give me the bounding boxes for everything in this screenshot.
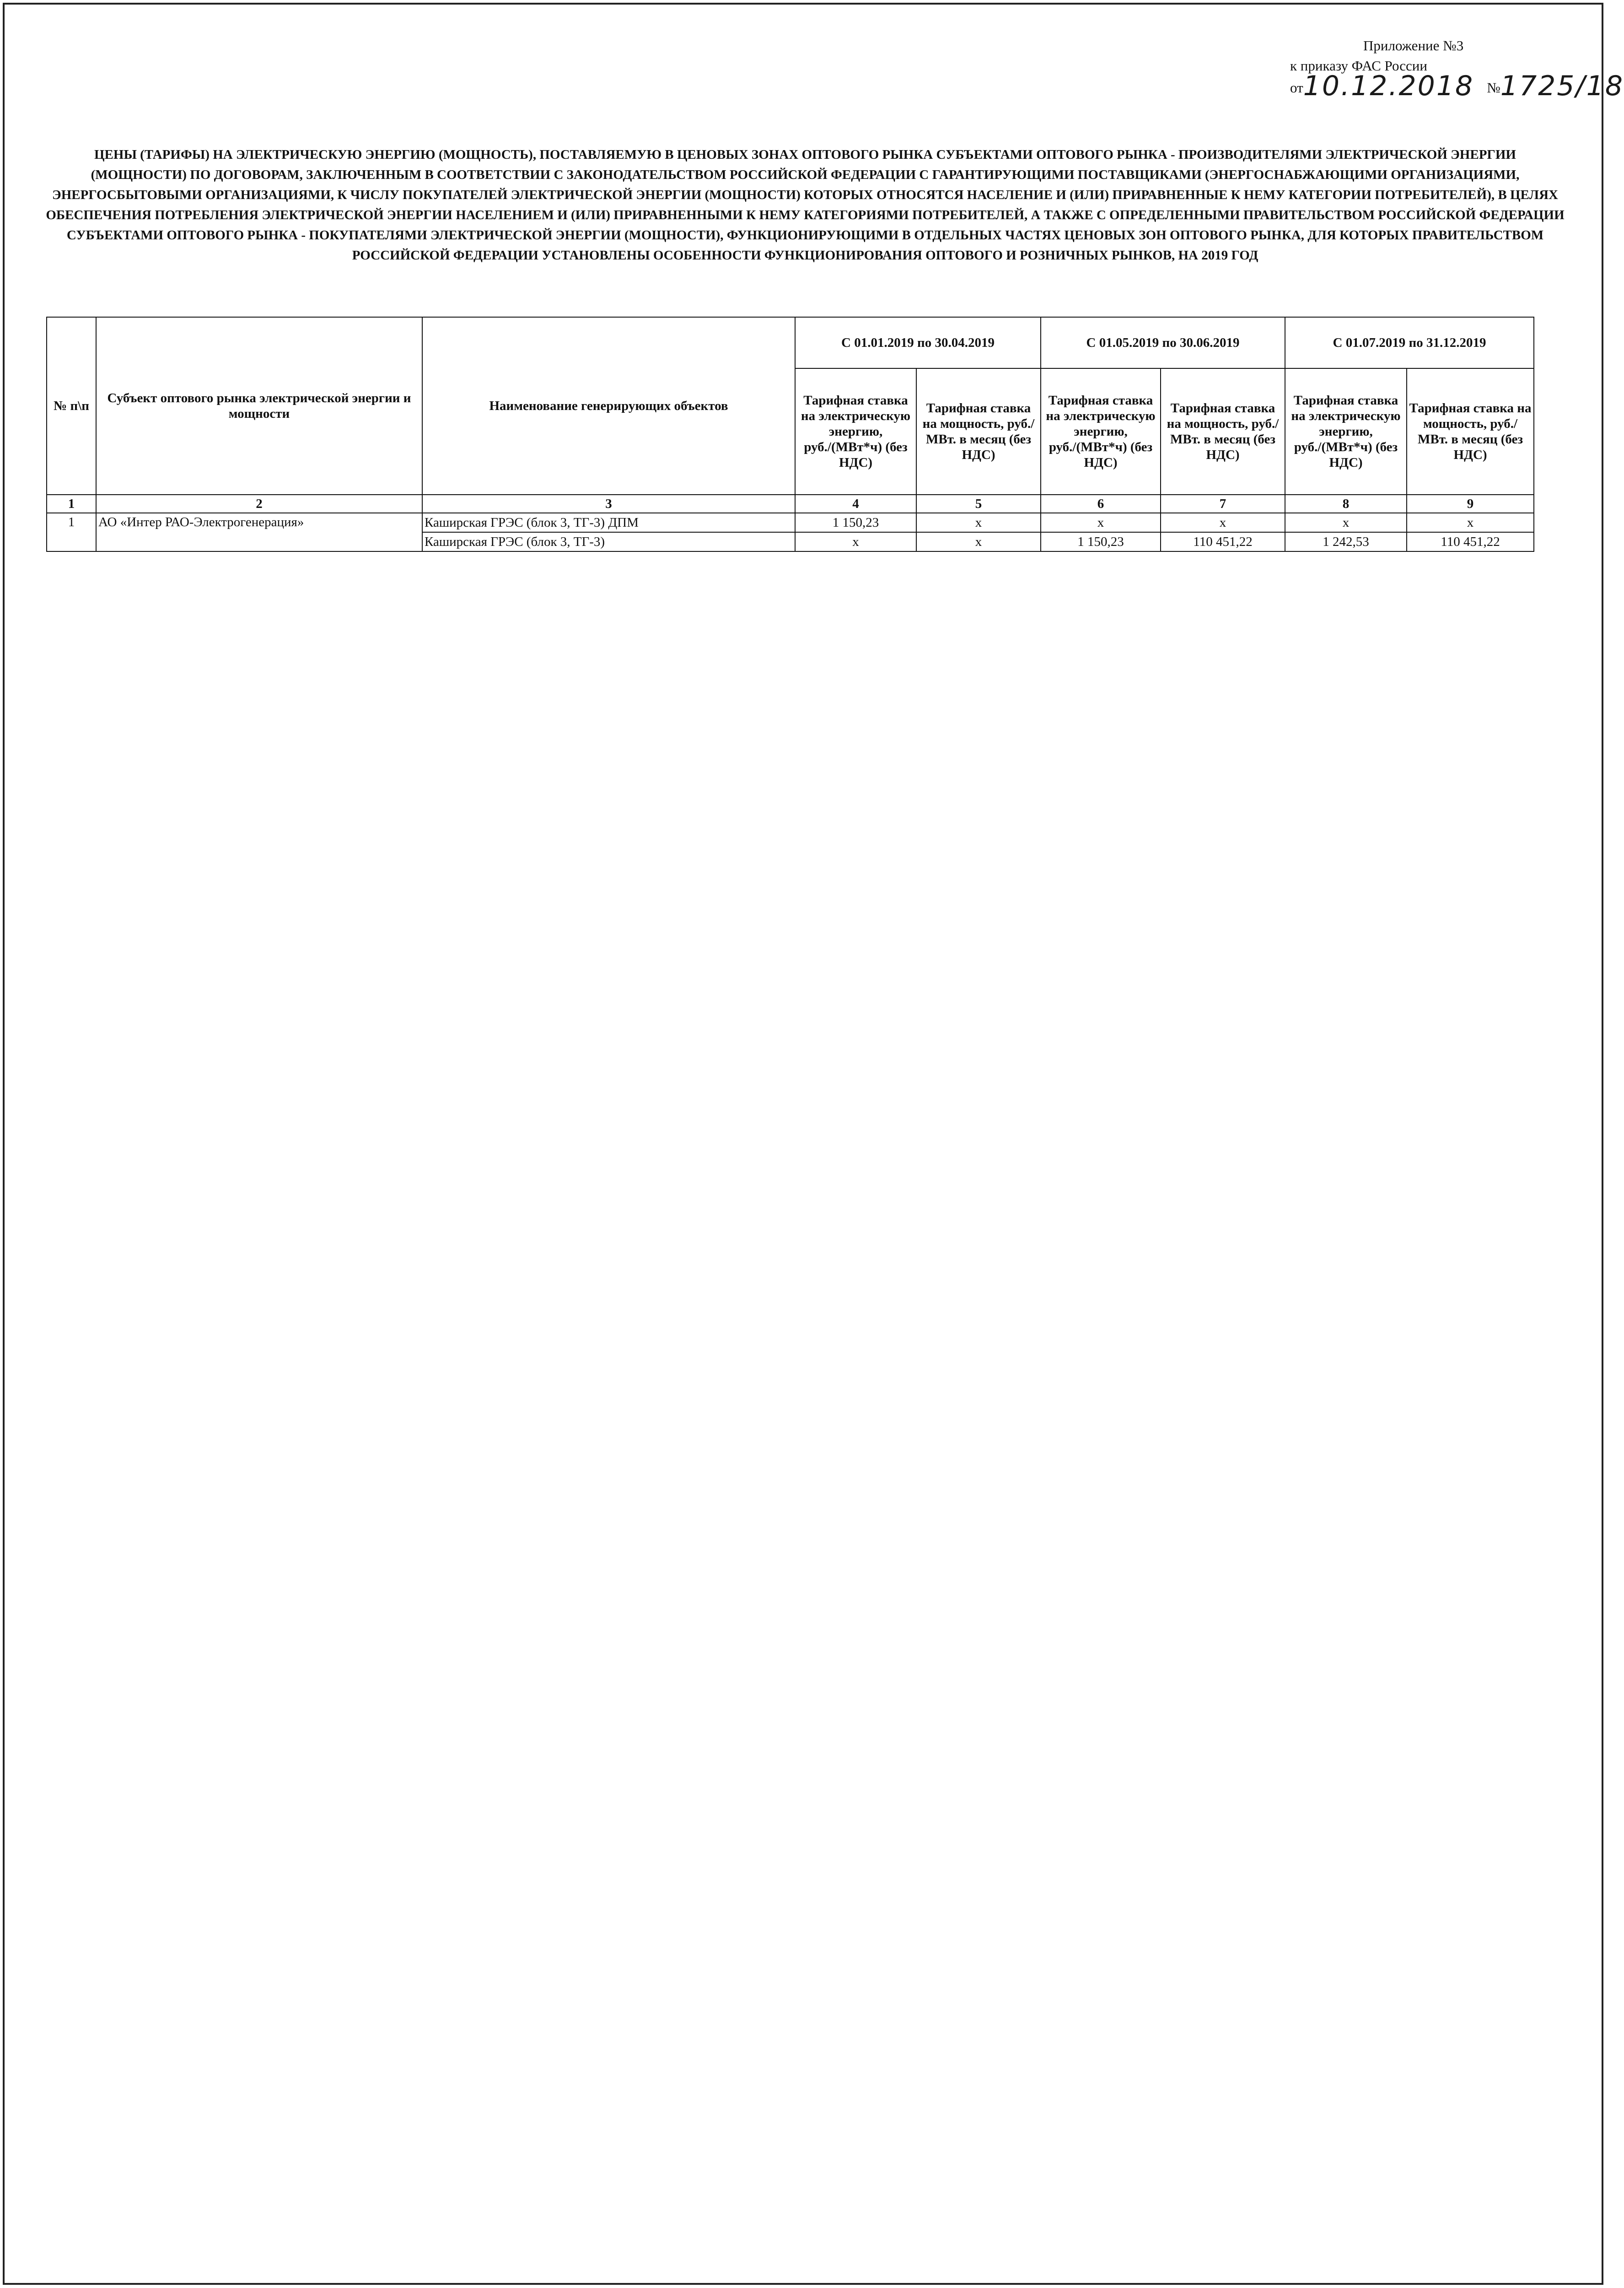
row-object: Каширская ГРЭС (блок 3, ТГ-3) ДПМ — [422, 513, 795, 532]
header-objects: Наименование генерирующих объектов — [422, 317, 795, 495]
column-number: 2 — [96, 495, 422, 513]
row-value: 1 150,23 — [795, 513, 916, 532]
row-value: 110 451,22 — [1161, 532, 1285, 551]
handwritten-number: 1725/18 — [1500, 70, 1624, 102]
row-object: Каширская ГРЭС (блок 3, ТГ-3) — [422, 532, 795, 551]
row-subject: АО «Интер РАО-Электрогенерация» — [96, 513, 422, 551]
column-number: 4 — [795, 495, 916, 513]
annex-from-prefix: от — [1290, 80, 1303, 96]
handwritten-date: 10.12.2018 — [1303, 70, 1474, 102]
header-period-3: С 01.07.2019 по 31.12.2019 — [1285, 317, 1534, 368]
row-value: х — [1161, 513, 1285, 532]
header-period-1: С 01.01.2019 по 30.04.2019 — [795, 317, 1041, 368]
column-number: 8 — [1285, 495, 1407, 513]
row-value: х — [1407, 513, 1534, 532]
row-value: 110 451,22 — [1407, 532, 1534, 551]
column-number: 9 — [1407, 495, 1534, 513]
annex-date-number — [1290, 70, 1624, 104]
row-value: 1 150,23 — [1041, 532, 1161, 551]
header-power-rate-3: Тарифная ставка на мощность, руб./МВт. в месяц (без НДС) — [1407, 368, 1534, 495]
header-energy-rate-2: Тарифная ставка на электрическую энергию, руб./(МВт*ч) (без НДС) — [1041, 368, 1161, 495]
header-num: № п\п — [47, 317, 96, 495]
column-number: 7 — [1161, 495, 1285, 513]
column-number: 5 — [916, 495, 1041, 513]
annex-title: Приложение №3 — [1363, 38, 1464, 54]
column-number-row — [47, 495, 1534, 513]
tariffs-table — [46, 317, 1534, 552]
document-title: ЦЕНЫ (ТАРИФЫ) НА ЭЛЕКТРИЧЕСКУЮ ЭНЕРГИЮ (МОЩНОСТЬ), ПОСТАВЛЯЕМУЮ В ЦЕНОВЫХ ЗОНАХ ОПТОВОГО РЫНКА СУБЪЕКТАМИ ОПТОВОГО РЫНКА - ПРОИЗВОДИТЕЛЯМИ ЭЛЕКТРИЧЕСКОЙ ЭНЕРГИИ (МОЩНОСТИ) ПО ДОГОВОРАМ, ЗАКЛЮЧЕННЫМ В СООТВЕТСТВИИ С ЗАКОНОДАТЕЛЬСТВОМ РОССИЙСКОЙ ФЕДЕРАЦИИ С ГАРАНТИРУЮЩИМИ ПОСТАВЩИКАМИ (ЭНЕРГОСНАБЖАЮЩИМИ ОРГАНИЗАЦИЯМИ, ЭНЕРГОСБЫТОВЫМИ ОРГАНИЗАЦИЯМИ, К ЧИСЛУ ПОКУПАТЕЛЕЙ ЭЛЕКТРИЧЕСКОЙ ЭНЕРГИИ (МОЩНОСТИ) КОТОРЫХ ОТНОСЯТСЯ НАСЕЛЕНИЕ И (ИЛИ) ПРИРАВНЕННЫЕ К НЕМУ КАТЕГОРИИ ПОТРЕБИТЕЛЕЙ), В ЦЕЛЯХ ОБЕСПЕЧЕНИЯ ПОТРЕБЛЕНИЯ ЭЛЕКТРИЧЕСКОЙ ЭНЕРГИИ НАСЕЛЕНИЕМ И (ИЛИ) ПРИРАВНЕННЫМИ К НЕМУ КАТЕГОРИЯМИ ПОТРЕБИТЕЛЕЙ, А ТАКЖЕ С ОПРЕДЕЛЕННЫМИ ПРАВИТЕЛЬСТВОМ РОССИЙСКОЙ ФЕДЕРАЦИИ СУБЪЕКТАМИ ОПТОВОГО РЫНКА - ПОКУПАТЕЛЯМИ ЭЛЕКТРИЧЕСКОЙ ЭНЕРГИИ (МОЩНОСТИ), ФУНКЦИОНИРУЮЩИМИ В ОТДЕЛЬНЫХ ЧАСТЯХ ЦЕНОВЫХ ЗОН ОПТОВОГО РЫНКА, ДЛЯ КОТОРЫХ ПРАВИТЕЛЬСТВОМ РОССИЙСКОЙ ФЕДЕРАЦИИ УСТАНОВЛЕНЫ ОСОБЕННОСТИ ФУНКЦИОНИРОВАНИЯ ОПТОВОГО И РОЗНИЧНЫХ РЫНКОВ, НА 2019 ГОД — [46, 147, 1565, 263]
row-value: х — [1285, 513, 1407, 532]
row-value: 1 242,53 — [1285, 532, 1407, 551]
annex-number-prefix: № — [1487, 80, 1500, 96]
row-value: х — [916, 513, 1041, 532]
column-number: 3 — [422, 495, 795, 513]
annex-block — [1290, 36, 1624, 104]
row-value: х — [795, 532, 916, 551]
column-number: 1 — [47, 495, 96, 513]
table-row — [47, 513, 1534, 532]
annex-order-ref: к приказу ФАС России — [1290, 58, 1427, 74]
column-number: 6 — [1041, 495, 1161, 513]
header-energy-rate-3: Тарифная ставка на электрическую энергию, руб./(МВт*ч) (без НДС) — [1285, 368, 1407, 495]
header-power-rate-2: Тарифная ставка на мощность, руб./МВт. в месяц (без НДС) — [1161, 368, 1285, 495]
row-value: х — [916, 532, 1041, 551]
header-energy-rate-1: Тарифная ставка на электрическую энергию, руб./(МВт*ч) (без НДС) — [795, 368, 916, 495]
header-power-rate-1: Тарифная ставка на мощность, руб./МВт. в месяц (без НДС) — [916, 368, 1041, 495]
header-period-2: С 01.05.2019 по 30.06.2019 — [1041, 317, 1285, 368]
header-row-periods — [47, 317, 1534, 368]
row-value: х — [1041, 513, 1161, 532]
header-subject: Субъект оптового рынка электрической энергии и мощности — [96, 317, 422, 495]
row-num: 1 — [47, 513, 96, 551]
